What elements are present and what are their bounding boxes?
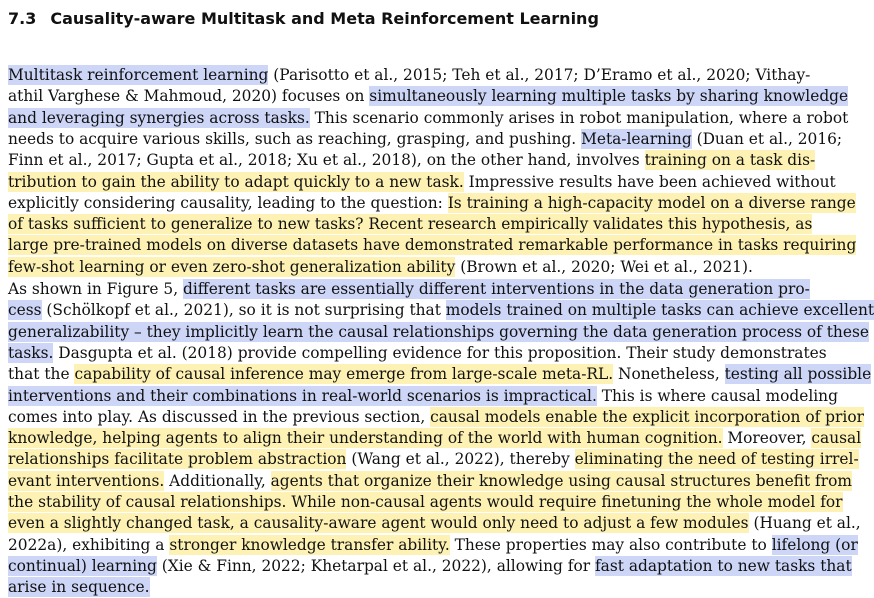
text-run: comes into play. As discussed in the previous section, — [8, 407, 431, 426]
text-run: explicitly considering causality, leading to the question: — [8, 193, 448, 212]
highlight-blue: interventions and their combinations in real-world scenarios is impractical. — [8, 386, 597, 405]
text-line — [8, 86, 849, 107]
highlight-yellow: capability of causal inference may emerge from large-scale meta-RL. — [74, 365, 614, 384]
text-line — [8, 214, 813, 235]
highlight-blue: different tasks are essentially different interventions in the data generation pro- — [183, 280, 810, 298]
text-line — [8, 279, 809, 300]
highlight-blue: Multitask reinforcement learning — [8, 66, 269, 84]
highlight-blue: models trained on multiple tasks can achieve excellent — [445, 301, 874, 320]
highlight-blue: simultaneously learning multiple tasks by sharing knowledge — [369, 87, 849, 106]
text-line — [8, 172, 836, 193]
highlight-yellow: the stability of causal relationships. While non-causal agents would require finetuning the whole model for — [8, 493, 843, 511]
text-run: (Xie & Finn, 2022; Khetarpal et al., 2022), allowing for — [156, 556, 595, 575]
text-run: This scenario commonly arises in robot manipulation, where a robot — [309, 108, 849, 127]
text-line — [8, 343, 827, 364]
highlight-yellow: even a slightly changed task, a causality-aware agent would only need to adjust a few modules — [8, 514, 749, 533]
text-run: Dasgupta et al. (2018) provide compelling evidence for this proposition. Their study demonstrates — [53, 343, 827, 362]
text-run: This is where causal modeling — [596, 386, 838, 405]
highlight-blue: continual) learning — [8, 556, 157, 575]
highlight-yellow: stronger knowledge transfer ability. — [169, 535, 450, 554]
text-line — [8, 449, 859, 470]
text-run: Additionally, — [164, 471, 271, 490]
text-line — [8, 386, 838, 407]
highlight-blue: Meta-learning — [581, 129, 692, 148]
highlight-blue: and leveraging synergies across tasks. — [8, 108, 310, 127]
highlight-blue: tasks. — [8, 343, 54, 362]
text-run: needs to acquire various skills, such as reaching, grasping, and pushing. — [8, 129, 582, 148]
highlight-yellow: Is training a high-capacity model on a diverse range — [447, 193, 856, 212]
text-run: (Schölkopf et al., 2021), so it is not surprising that — [41, 301, 446, 320]
text-run: athil Varghese & Mahmoud, 2020) focuses on — [8, 87, 370, 106]
text-line — [8, 150, 816, 171]
text-line — [8, 535, 858, 556]
text-line — [8, 108, 849, 129]
highlight-blue: fast adaptation to new tasks that — [594, 556, 852, 575]
section-number: 7.3 — [8, 9, 37, 28]
section-heading — [8, 9, 599, 28]
highlight-blue: arise in sequence. — [8, 578, 150, 597]
text-line — [8, 556, 852, 577]
text-line — [8, 577, 809, 598]
text-run: (Wang et al., 2022), thereby — [346, 450, 575, 469]
text-run: (Brown et al., 2020; Wei et al., 2021). — [455, 257, 753, 276]
text-run: Impressive results have been achieved without — [463, 172, 836, 191]
highlight-blue: cess — [8, 301, 42, 320]
highlight-blue: generalizability – they implicitly learn the causal relationships governing the data generation process of these — [8, 322, 869, 341]
highlight-yellow: of tasks sufficient to generalize to new tasks? Recent research empirically validates this hypothesis, as — [8, 215, 813, 234]
text-line — [8, 322, 869, 343]
text-run: Nonetheless, — [613, 365, 725, 384]
highlight-yellow: causal — [811, 429, 862, 448]
text-run: that the — [8, 365, 75, 384]
text-run: Moreover, — [722, 429, 812, 448]
highlight-yellow: few-shot learning or even zero-shot generalization ability — [8, 257, 456, 276]
highlight-yellow: agents that organize their knowledge using causal structures benefit from — [270, 471, 852, 490]
text-line — [8, 428, 862, 449]
text-line — [8, 513, 861, 534]
text-run: 2022a), exhibiting a — [8, 535, 170, 554]
highlight-yellow: large pre-trained models on diverse datasets have demonstrated remarkable performance in tasks requiring — [8, 236, 857, 255]
highlight-blue: lifelong (or — [771, 535, 858, 554]
highlight-yellow: tribution to gain the ability to adapt quickly to a new task. — [8, 172, 464, 191]
text-line — [8, 471, 852, 492]
highlight-yellow: relationships facilitate problem abstraction — [8, 450, 347, 469]
text-run: These properties may also contribute to — [449, 535, 772, 554]
highlight-yellow: eliminating the need of testing irrel- — [574, 450, 859, 469]
text-line — [8, 129, 843, 150]
highlight-yellow: evant interventions. — [8, 471, 165, 490]
text-line — [8, 193, 856, 214]
text-run: Finn et al., 2017; Gupta et al., 2018; Xu et al., 2018), on the other hand, involves — [8, 151, 645, 170]
text-run: As shown in Figure 5, — [8, 280, 183, 298]
text-run: (Huang et al., — [748, 514, 861, 533]
highlight-yellow: knowledge, helping agents to align their understanding of the world with human cognition. — [8, 429, 723, 448]
highlight-yellow: causal models enable the explicit incorporation of prior — [430, 407, 864, 426]
text-run: (Duan et al., 2016; — [691, 129, 843, 148]
text-line — [8, 492, 843, 513]
highlight-blue: testing all possible — [724, 365, 872, 384]
text-line — [8, 65, 809, 86]
section-title: Causality-aware Multitask and Meta Reinforcement Learning — [50, 9, 599, 28]
text-line — [8, 235, 857, 256]
text-line — [8, 300, 874, 321]
text-line — [8, 364, 872, 385]
text-line — [8, 257, 809, 278]
text-run: (Parisotto et al., 2015; Teh et al., 2017; D’Eramo et al., 2020; Vithay- — [268, 66, 811, 84]
text-line — [8, 407, 864, 428]
highlight-yellow: training on a task dis- — [644, 151, 816, 170]
